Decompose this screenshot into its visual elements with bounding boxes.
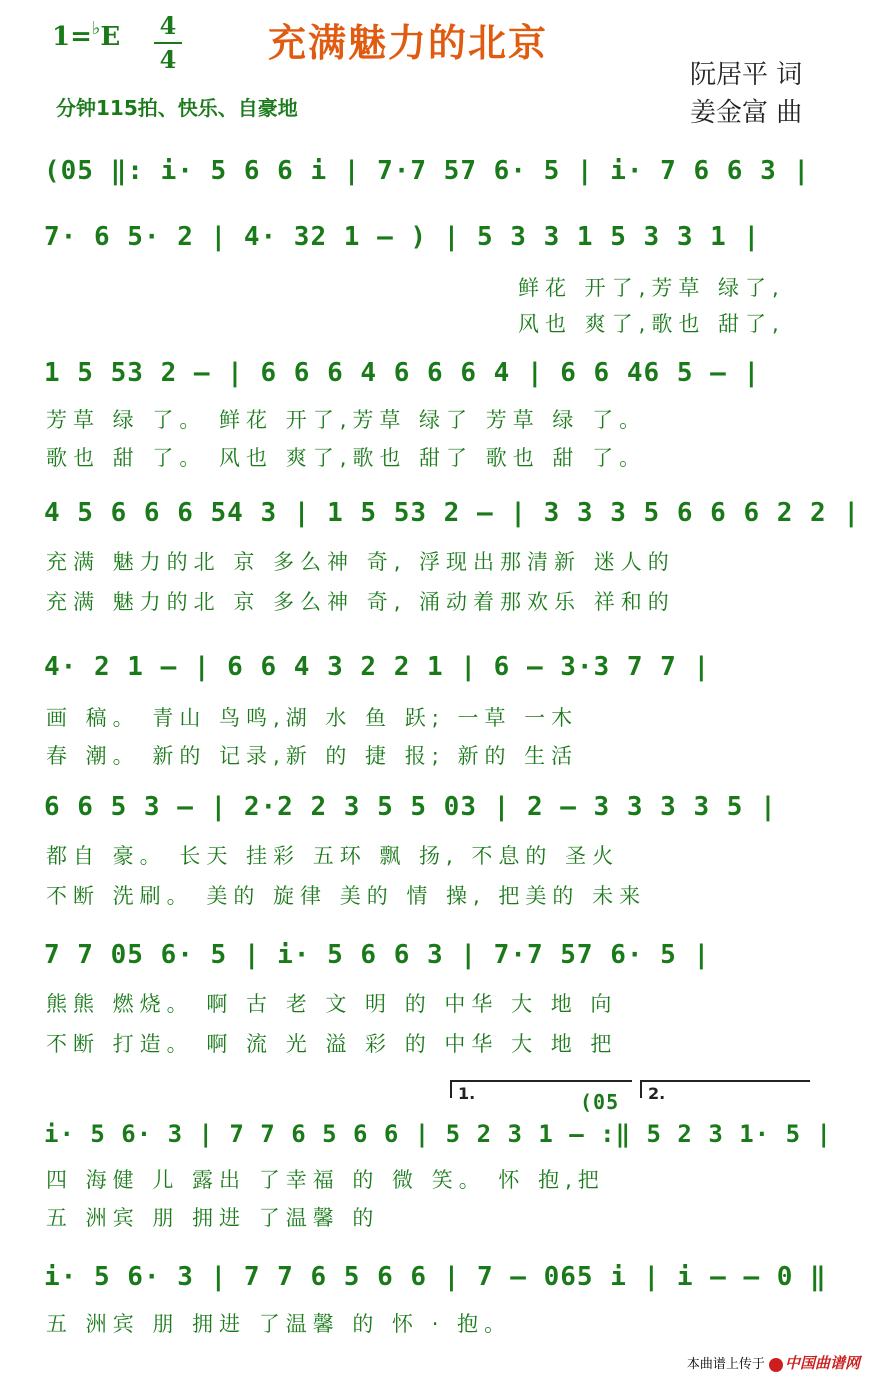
composer-credit: 姜金富 曲 bbox=[690, 98, 803, 128]
song-title: 充满魅力的北京 bbox=[268, 21, 549, 65]
score-row-6-notes: 6 6 5 3 – | 2·2 2 3 5 5 03 | 2 – 3 3 3 3 5 | bbox=[44, 792, 777, 822]
score-row-3-lyric-2: 歌也 甜 了。 风也 爽了,歌也 甜了 歌也 甜 了。 bbox=[46, 446, 647, 470]
repeat-pickup: (05 bbox=[580, 1090, 620, 1114]
score-row-8-lyric-2: 五 洲宾 朋 拥进 了温馨 的 bbox=[46, 1206, 380, 1230]
score-row-4-lyric-2: 充满 魅力的北 京 多么神 奇, 涌动着那欢乐 祥和的 bbox=[46, 590, 675, 614]
score-row-4-lyric-1: 充满 魅力的北 京 多么神 奇, 浮现出那清新 迷人的 bbox=[46, 550, 675, 574]
score-row-4-notes: 4 5 6 6 6 54 3 | 1 5 53 2 – | 3 3 3 5 6 6 6 2 2 | bbox=[44, 498, 861, 528]
score-row-2-notes: 7· 6 5· 2 | 4· 32 1 – ) | 5 3 3 1 5 3 3 1 | bbox=[44, 222, 761, 252]
score-row-5-lyric-1: 画 稿。 青山 鸟鸣,湖 水 鱼 跃; 一草 一木 bbox=[46, 706, 579, 730]
score-row-3-lyric-1: 芳草 绿 了。 鲜花 开了,芳草 绿了 芳草 绿 了。 bbox=[46, 408, 647, 432]
score-row-9-lyric-1: 五 洲宾 朋 拥进 了温馨 的 怀 · 抱。 bbox=[46, 1312, 512, 1336]
site-logo-icon bbox=[769, 1358, 783, 1372]
score-row-2-lyric-2: 风也 爽了,歌也 甜了, bbox=[518, 312, 785, 336]
score-row-2-lyric-1: 鲜花 开了,芳草 绿了, bbox=[518, 276, 785, 300]
lyricist-credit: 阮居平 词 bbox=[690, 60, 803, 90]
tempo-marking: 分钟115拍、快乐、自豪地 bbox=[56, 96, 298, 120]
site-logo[interactable]: 中国曲谱网 bbox=[784, 1354, 860, 1372]
upload-text: 本曲谱上传于 bbox=[686, 1357, 765, 1372]
score-row-7-lyric-1: 熊熊 燃烧。 啊 古 老 文 明 的 中华 大 地 向 bbox=[46, 992, 618, 1016]
second-ending-bracket bbox=[640, 1080, 810, 1103]
second-ending-label: 2. bbox=[648, 1084, 666, 1103]
score-row-3-notes: 1 5 53 2 – | 6 6 6 4 6 6 6 4 | 6 6 46 5 – | bbox=[44, 358, 761, 388]
upload-footer bbox=[687, 1352, 860, 1373]
key-signature bbox=[52, 18, 121, 52]
score-row-7-notes: 7 7 05 6· 5 | i· 5 6 6 3 | 7·7 57 6· 5 | bbox=[44, 940, 711, 970]
key-note: E bbox=[100, 22, 121, 52]
meter-divider bbox=[154, 42, 182, 44]
score-row-5-notes: 4· 2 1 – | 6 6 4 3 2 2 1 | 6 – 3·3 7 7 | bbox=[44, 652, 711, 682]
score-row-7-lyric-2: 不断 打造。 啊 流 光 溢 彩 的 中华 大 地 把 bbox=[46, 1032, 618, 1056]
first-ending-label: 1. bbox=[458, 1084, 476, 1103]
meter-bottom: 4 bbox=[159, 45, 177, 74]
score-row-8-lyric-1: 四 海健 儿 露出 了幸福 的 微 笑。 怀 抱,把 bbox=[46, 1168, 605, 1192]
flat-sign: ♭ bbox=[91, 18, 101, 39]
score-row-9-notes: i· 5 6· 3 | 7 7 6 5 6 6 | 7 – 065 i | i – – 0 ‖ bbox=[44, 1262, 827, 1292]
score-row-8-notes: i· 5 6· 3 | 7 7 6 5 6 6 | 5 2 3 1 – :‖ 5 2 3 1· 5 | bbox=[44, 1120, 832, 1148]
score-row-1-notes: (05 ‖: i· 5 6 6 i | 7·7 57 6· 5 | i· 7 6 6 3 | bbox=[44, 156, 811, 186]
key-label: 1= bbox=[52, 22, 92, 52]
meter-top: 4 bbox=[159, 11, 177, 40]
score-row-6-lyric-2: 不断 洗刷。 美的 旋律 美的 情 操, 把美的 未来 bbox=[46, 884, 647, 908]
time-signature bbox=[150, 12, 186, 74]
score-row-5-lyric-2: 春 潮。 新的 记录,新 的 捷 报; 新的 生活 bbox=[46, 744, 579, 768]
score-row-6-lyric-1: 都自 豪。 长天 挂彩 五环 飘 扬, 不息的 圣火 bbox=[46, 844, 620, 868]
